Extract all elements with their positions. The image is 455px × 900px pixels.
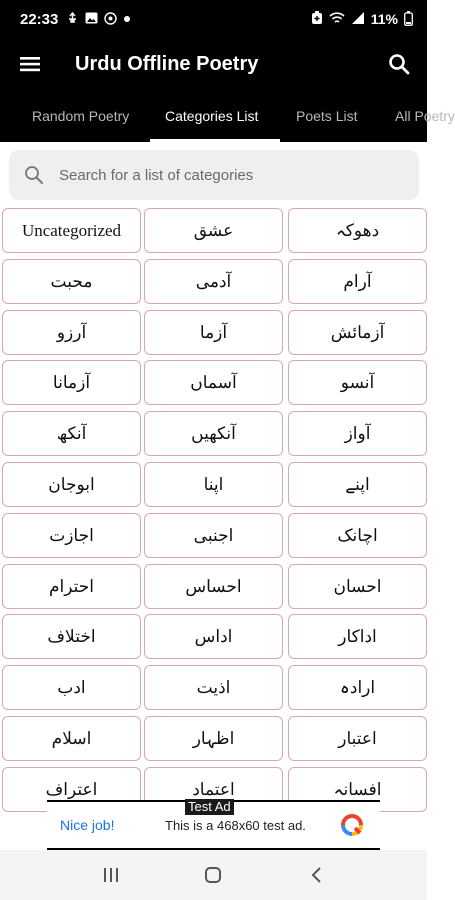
category-item[interactable]: احترام	[2, 564, 141, 609]
status-bar-right	[311, 11, 413, 28]
tab-poets-list[interactable]: Poets List	[296, 108, 358, 124]
category-item[interactable]: اذیت	[144, 665, 283, 710]
categories-grid	[2, 208, 427, 800]
image-icon	[85, 12, 98, 26]
hamburger-icon	[20, 56, 40, 72]
category-item[interactable]: اسلام	[2, 716, 141, 761]
ad-tag: Test Ad	[185, 799, 234, 815]
system-nav-bar	[0, 850, 427, 900]
category-item[interactable]: Uncategorized	[2, 208, 141, 253]
category-item[interactable]: آزمائش	[288, 310, 427, 355]
dot-icon	[123, 13, 131, 25]
battery-saver-icon	[311, 11, 323, 27]
category-item[interactable]: ادب	[2, 665, 141, 710]
signal-icon	[351, 11, 365, 27]
category-item[interactable]: اچانک	[288, 513, 427, 558]
battery-percent: 11%	[370, 11, 398, 27]
tab-random-poetry[interactable]: Random Poetry	[32, 108, 130, 124]
category-item[interactable]: احساس	[144, 564, 283, 609]
wifi-icon	[329, 11, 345, 27]
search-icon	[9, 165, 59, 185]
category-item[interactable]: اداکار	[288, 614, 427, 659]
recents-button[interactable]	[91, 855, 131, 895]
category-item[interactable]: آواز	[288, 411, 427, 456]
category-item[interactable]: محبت	[2, 259, 141, 304]
ad-banner[interactable]	[47, 800, 380, 850]
tab-categories-list[interactable]: Categories List	[165, 108, 259, 124]
usb-icon	[66, 12, 79, 27]
category-item[interactable]: آزما	[144, 310, 283, 355]
category-item[interactable]: اعتماد	[144, 767, 283, 812]
category-item[interactable]: دھوکہ	[288, 208, 427, 253]
category-item[interactable]: عشق	[144, 208, 283, 253]
category-item[interactable]: آنسو	[288, 360, 427, 405]
tab-all-poetry[interactable]: All Poetry	[395, 108, 455, 124]
status-bar	[0, 0, 427, 38]
category-item[interactable]: اپنے	[288, 462, 427, 507]
category-item[interactable]: اداس	[144, 614, 283, 659]
category-item[interactable]: آرزو	[2, 310, 141, 355]
category-item[interactable]: آنکھ	[2, 411, 141, 456]
category-item[interactable]: آزمانا	[2, 360, 141, 405]
category-item[interactable]: ارادہ	[288, 665, 427, 710]
category-item[interactable]: اجازت	[2, 513, 141, 558]
category-item[interactable]: اظہار	[144, 716, 283, 761]
ad-nice-job-text: Nice job!	[60, 817, 115, 833]
category-search-input[interactable]	[59, 167, 399, 184]
category-item[interactable]: آسماں	[144, 360, 283, 405]
back-button[interactable]	[296, 855, 336, 895]
back-icon	[310, 866, 322, 884]
home-button[interactable]	[193, 855, 233, 895]
tab-bar	[0, 90, 455, 142]
category-item[interactable]: آدمی	[144, 259, 283, 304]
clock: 22:33	[20, 10, 59, 28]
search-button[interactable]	[371, 38, 427, 90]
ad-message: This is a 468x60 test ad.	[165, 817, 306, 833]
category-item[interactable]: اجنبی	[144, 513, 283, 558]
category-item[interactable]: آنکھیں	[144, 411, 283, 456]
search-icon	[388, 53, 410, 75]
home-icon	[204, 866, 222, 884]
category-item[interactable]: اعتراف	[2, 767, 141, 812]
category-item[interactable]: اپنا	[144, 462, 283, 507]
whatsapp-icon	[104, 12, 117, 27]
ad-choices-logo-icon	[332, 813, 372, 837]
menu-button[interactable]	[0, 38, 60, 90]
app-title: Urdu Offline Poetry	[75, 52, 259, 75]
category-item[interactable]: اختلاف	[2, 614, 141, 659]
category-item[interactable]: آرام	[288, 259, 427, 304]
category-item[interactable]: ابوجان	[2, 462, 141, 507]
category-search-field[interactable]	[9, 150, 419, 200]
category-item[interactable]: احسان	[288, 564, 427, 609]
category-item[interactable]: افسانہ	[288, 767, 427, 812]
recents-icon	[102, 867, 120, 883]
battery-icon	[404, 11, 413, 28]
app-bar	[0, 38, 427, 90]
status-bar-left	[20, 11, 131, 28]
category-item[interactable]: اعتبار	[288, 716, 427, 761]
tab-indicator	[150, 139, 280, 142]
